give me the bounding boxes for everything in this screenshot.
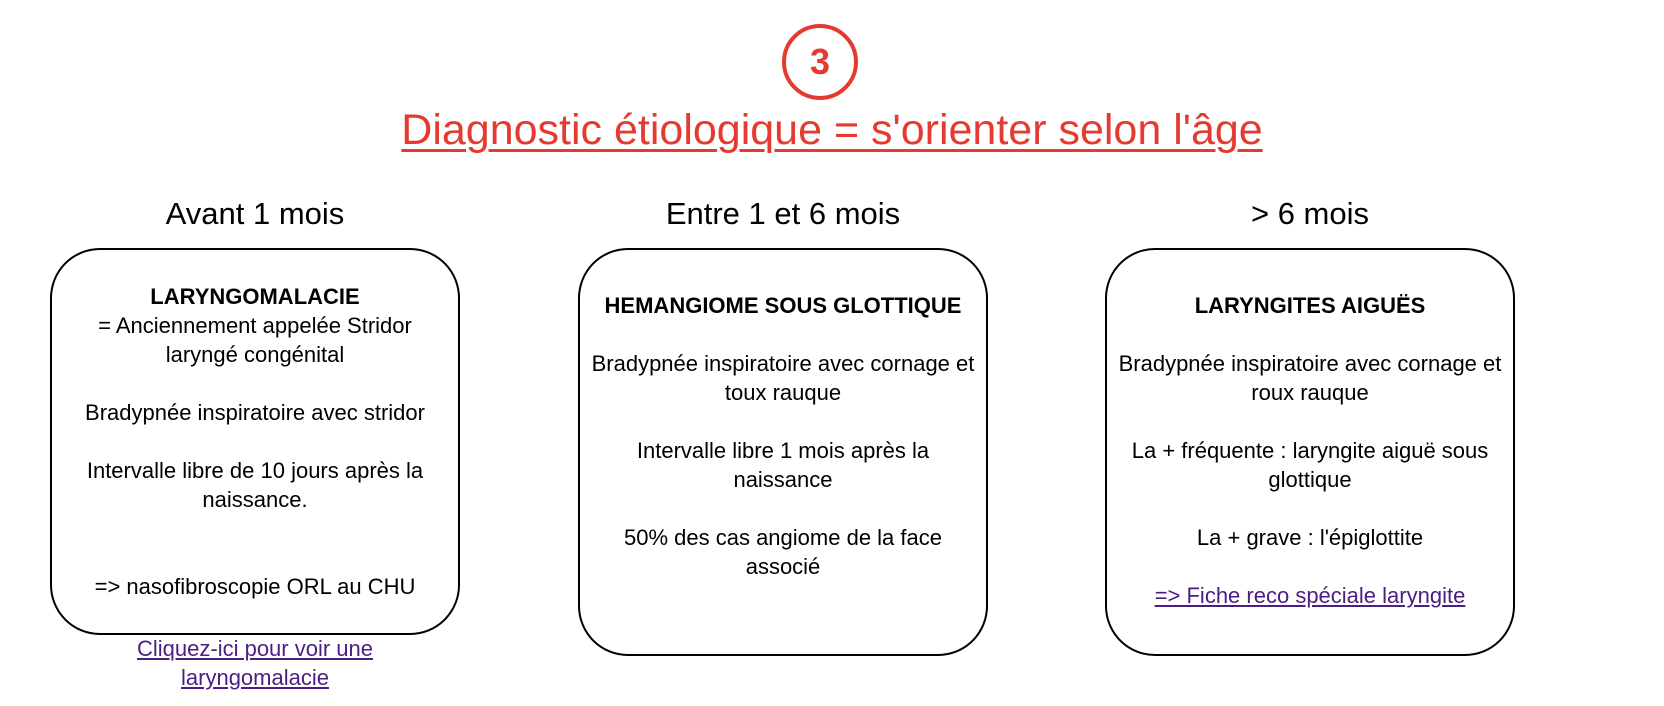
condition-name: HEMANGIOME SOUS GLOTTIQUE — [604, 293, 962, 318]
frequent-form-text: La + fréquente : laryngite aiguë sous glottique — [1131, 438, 1489, 492]
card-hemangiome — [578, 248, 988, 656]
interval-text: Intervalle libre de 10 jours après la naissance. — [86, 458, 424, 512]
age-label-before-1-month: Avant 1 mois — [165, 196, 345, 231]
age-label-over-6-months: > 6 mois — [1250, 196, 1370, 231]
severe-form-text: La + grave : l'épiglottite — [1196, 525, 1424, 550]
action-text: => nasofibroscopie ORL au CHU — [94, 574, 416, 599]
condition-name: LARYNGOMALACIE — [150, 284, 360, 309]
laryngite-sheet-link[interactable]: => Fiche reco spéciale laryngite — [1154, 583, 1466, 608]
card-laryngomalacie — [50, 248, 460, 635]
laryngomalacie-video-link[interactable]: Cliquez-ici pour voir une laryngomalacie — [137, 636, 373, 690]
association-text: 50% des cas angiome de la face associé — [624, 525, 942, 579]
age-label-1-to-6-months: Entre 1 et 6 mois — [665, 196, 901, 231]
condition-name: LARYNGITES AIGUËS — [1194, 293, 1426, 318]
symptom-text: Bradypnée inspiratoire avec cornage et roux rauque — [1118, 351, 1502, 405]
step-number-badge: 3 — [782, 24, 858, 100]
page-title: Diagnostic étiologique = s'orienter selon l'âge — [401, 106, 1263, 154]
card-laryngites — [1105, 248, 1515, 656]
symptom-text: Bradypnée inspiratoire avec cornage et toux rauque — [591, 351, 975, 405]
symptom-text: Bradypnée inspiratoire avec stridor — [85, 400, 425, 425]
condition-subtitle: = Anciennement appelée Stridor laryngé congénital — [98, 313, 412, 367]
interval-text: Intervalle libre 1 mois après la naissance — [636, 438, 930, 492]
